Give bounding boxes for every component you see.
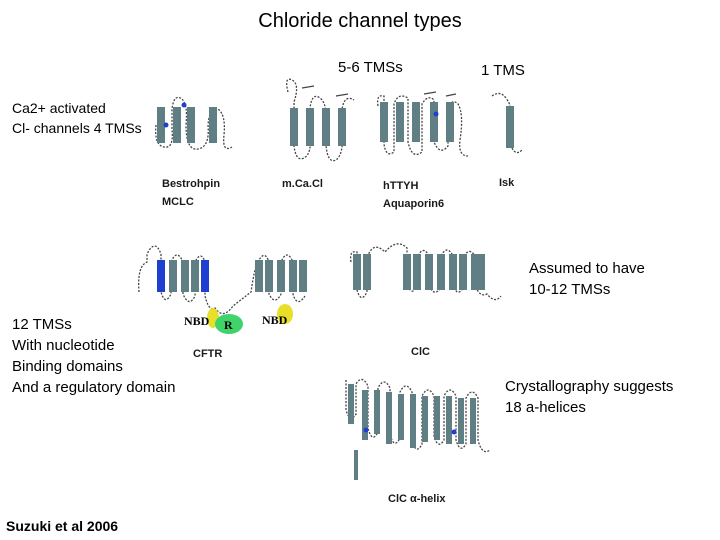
clc-helix-suffix: -helix (416, 493, 446, 505)
clc-helix-label (388, 490, 446, 508)
helix (169, 260, 177, 292)
cftr-label: CFTR (193, 348, 223, 360)
helix (348, 384, 354, 424)
clc-alpha-helix-topology-diagram (340, 370, 500, 488)
helix (353, 254, 361, 290)
helix (289, 260, 297, 292)
helix (322, 108, 330, 146)
helix (422, 396, 428, 442)
helix (362, 390, 368, 440)
helix (290, 108, 298, 146)
helix (277, 260, 285, 292)
helix-highlighted (157, 260, 165, 292)
alpha-symbol: α (410, 493, 417, 505)
helix (299, 260, 307, 292)
helix (403, 254, 411, 290)
helix (380, 102, 388, 142)
helix (413, 254, 421, 290)
mcacl-topology-diagram (280, 72, 365, 172)
clc-helix-prefix: ClC (388, 493, 407, 505)
clc-label: ClC (411, 346, 430, 358)
marker-strokes (302, 86, 348, 96)
site-marker (182, 103, 187, 108)
helix (430, 102, 438, 142)
header-1-tms: 1 TMS (481, 62, 525, 79)
helix (398, 394, 404, 440)
helix (410, 394, 416, 448)
isk-topology-diagram (486, 88, 526, 158)
helix (363, 254, 371, 290)
site-marker (434, 112, 439, 117)
helix-short (354, 450, 358, 480)
cftr-description-note: 12 TMSs With nucleotide Binding domains And a regulatory domain (12, 316, 176, 396)
helix (209, 107, 217, 143)
site-marker (364, 428, 369, 433)
mcacl-label: m.Ca.Cl (282, 178, 323, 190)
httyh-label: hTTYH Aquaporin6 (383, 180, 445, 210)
bestrophin-label: Bestrohpin MCLC (162, 178, 221, 208)
header-5-6-tmss: 5-6 TMSs (338, 59, 403, 76)
loop-path (378, 96, 468, 156)
site-marker (452, 430, 457, 435)
site-marker (164, 123, 169, 128)
helix (173, 107, 181, 143)
marker-strokes (424, 92, 456, 96)
nbd1-label: NBD (184, 314, 210, 328)
clc-topology-diagram (345, 232, 505, 312)
r-domain-label: R (224, 318, 233, 332)
helix (437, 254, 445, 290)
helix (425, 254, 433, 290)
helix (386, 392, 392, 444)
helix (458, 398, 464, 444)
crystallography-note: Crystallography suggests 18 a-helices (505, 378, 674, 416)
helix (506, 106, 514, 148)
helix (412, 102, 420, 142)
helix (449, 254, 457, 290)
helix (374, 390, 380, 434)
helix (396, 102, 404, 142)
page-title: Chloride channel types (258, 10, 462, 32)
helix (434, 396, 440, 440)
helix (187, 107, 195, 143)
helix-highlighted (201, 260, 209, 292)
bestrophin-topology-diagram (152, 85, 240, 165)
citation: Suzuki et al 2006 (6, 518, 119, 534)
helix (446, 102, 454, 142)
helix (255, 260, 263, 292)
helix (265, 260, 273, 292)
helix-wide (471, 254, 485, 290)
helix (338, 108, 346, 146)
helix (459, 254, 467, 290)
assumed-tms-note: Assumed to have 10-12 TMSs (529, 260, 645, 298)
ca-activated-note: Ca2+ activated Cl- channels 4 TMSs (12, 100, 142, 136)
helix (446, 396, 452, 444)
helix (306, 108, 314, 146)
nbd2-label: NBD (262, 313, 288, 327)
httyh-topology-diagram (372, 86, 477, 171)
helix (191, 260, 199, 292)
isk-label: Isk (499, 177, 515, 189)
helix (470, 398, 476, 444)
helix (181, 260, 189, 292)
